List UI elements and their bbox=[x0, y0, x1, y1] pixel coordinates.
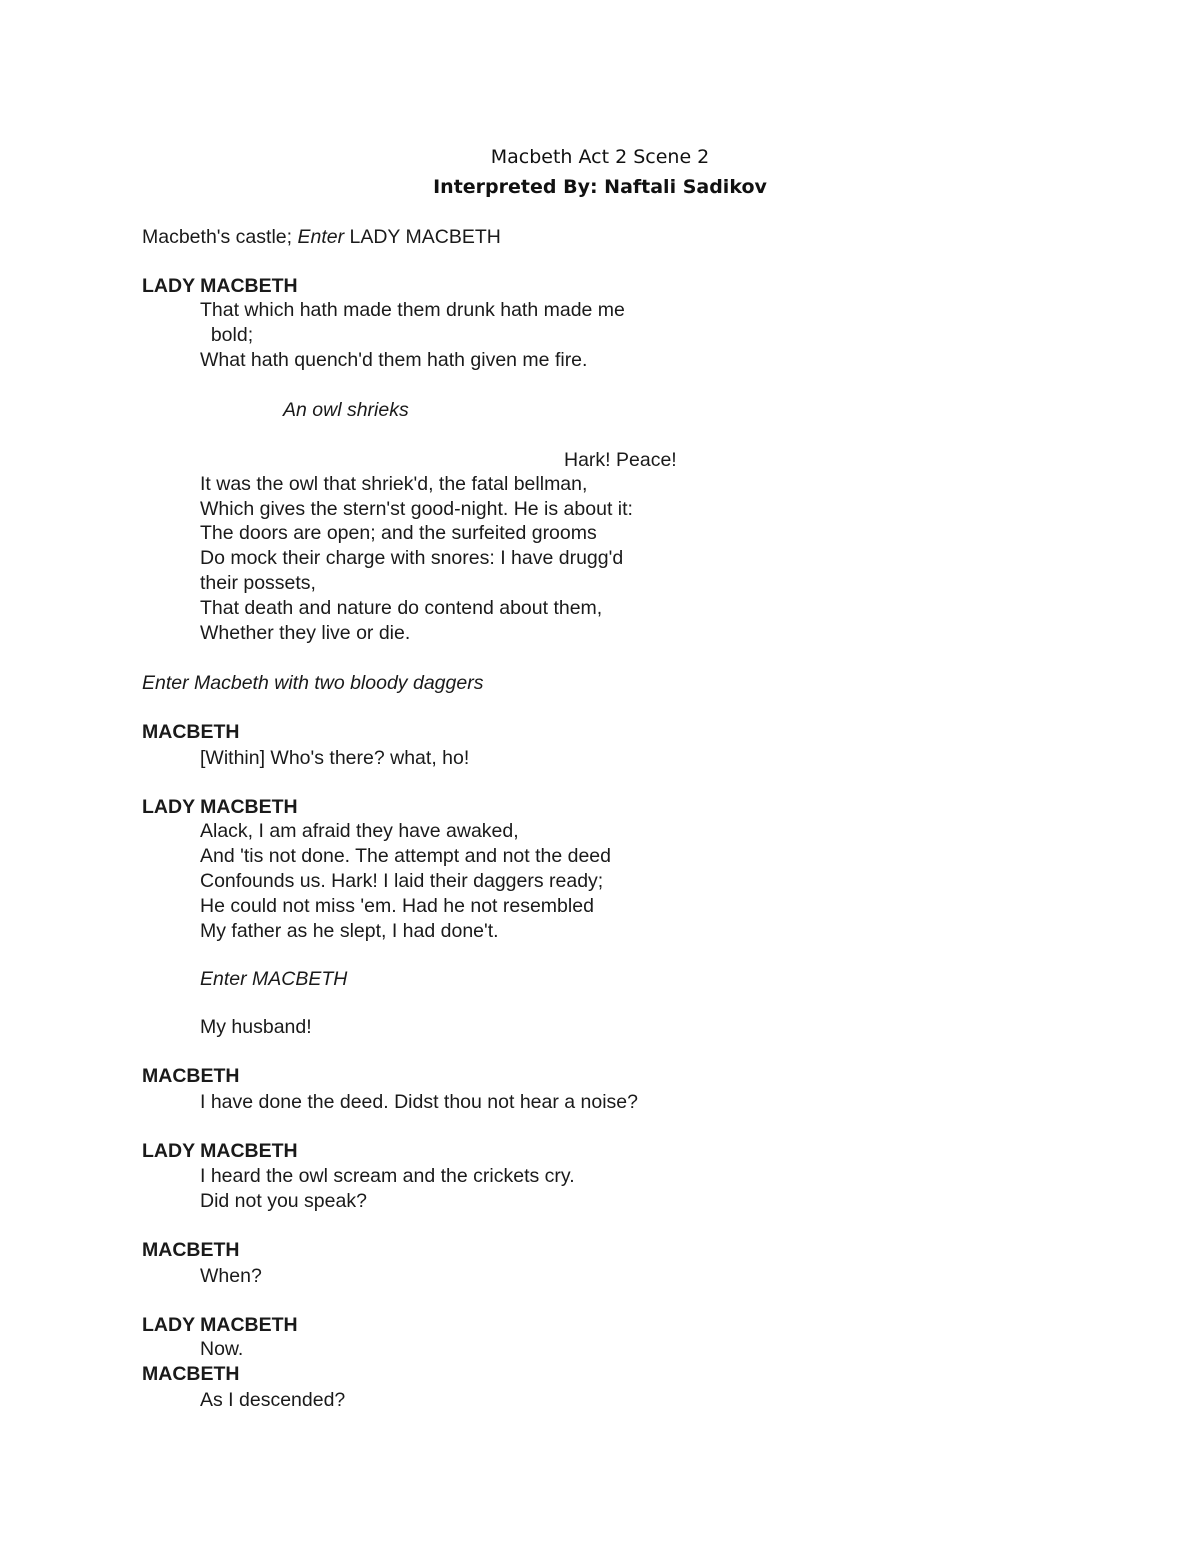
dialogue-line: That which hath made them drunk hath made me bbox=[200, 299, 625, 321]
speaker-name: LADY MACBETH bbox=[142, 1140, 298, 1162]
document-title: Macbeth Act 2 Scene 2 bbox=[490, 146, 710, 168]
dialogue-line: Did not you speak? bbox=[200, 1190, 367, 1212]
dialogue-line: Whether they live or die. bbox=[200, 622, 411, 644]
speaker-name: MACBETH bbox=[142, 1065, 240, 1087]
dialogue-line: I have done the deed. Didst thou not hear a noise? bbox=[200, 1091, 638, 1113]
dialogue-line: Alack, I am afraid they have awaked, bbox=[200, 820, 519, 842]
dialogue-line: Hark! Peace! bbox=[564, 449, 677, 471]
setting-character: LADY MACBETH bbox=[344, 226, 501, 248]
dialogue-line: My husband! bbox=[200, 1016, 312, 1038]
dialogue-line: Now. bbox=[200, 1338, 244, 1360]
speaker-name: MACBETH bbox=[142, 1363, 240, 1385]
stage-direction: Enter Macbeth with two bloody daggers bbox=[142, 672, 484, 694]
document-subtitle: Interpreted By: Naftali Sadikov bbox=[433, 176, 767, 198]
dialogue-line: My father as he slept, I had done't. bbox=[200, 920, 499, 942]
dialogue-line: Which gives the stern'st good-night. He is about it: bbox=[200, 498, 633, 520]
speaker-name: LADY MACBETH bbox=[142, 796, 298, 818]
setting-enter: Enter bbox=[297, 226, 345, 248]
dialogue-line: their possets, bbox=[200, 572, 316, 594]
dialogue-line: [Within] Who's there? what, ho! bbox=[200, 747, 470, 769]
stage-direction: An owl shrieks bbox=[283, 399, 409, 421]
dialogue-line: What hath quench'd them hath given me fire. bbox=[200, 349, 588, 371]
dialogue-line: I heard the owl scream and the crickets cry. bbox=[200, 1165, 575, 1187]
dialogue-line: When? bbox=[200, 1265, 262, 1287]
dialogue-line: That death and nature do contend about them, bbox=[200, 597, 603, 619]
speaker-name: LADY MACBETH bbox=[142, 1314, 298, 1336]
dialogue-line: The doors are open; and the surfeited grooms bbox=[200, 522, 597, 544]
dialogue-line: As I descended? bbox=[200, 1389, 346, 1411]
stage-direction: Enter MACBETH bbox=[200, 968, 348, 990]
dialogue-line: bold; bbox=[200, 324, 254, 346]
dialogue-line: Confounds us. Hark! I laid their daggers ready; bbox=[200, 870, 604, 892]
speaker-name: LADY MACBETH bbox=[142, 275, 298, 297]
dialogue-line: And 'tis not done. The attempt and not the deed bbox=[200, 845, 611, 867]
dialogue-line: He could not miss 'em. Had he not resembled bbox=[200, 895, 594, 917]
setting-place: Macbeth's castle; bbox=[142, 226, 298, 248]
scene-setting bbox=[142, 225, 501, 250]
dialogue-line: It was the owl that shriek'd, the fatal bellman, bbox=[200, 473, 588, 495]
speaker-name: MACBETH bbox=[142, 1239, 240, 1261]
speaker-name: MACBETH bbox=[142, 721, 240, 743]
dialogue-line: Do mock their charge with snores: I have drugg'd bbox=[200, 547, 624, 569]
